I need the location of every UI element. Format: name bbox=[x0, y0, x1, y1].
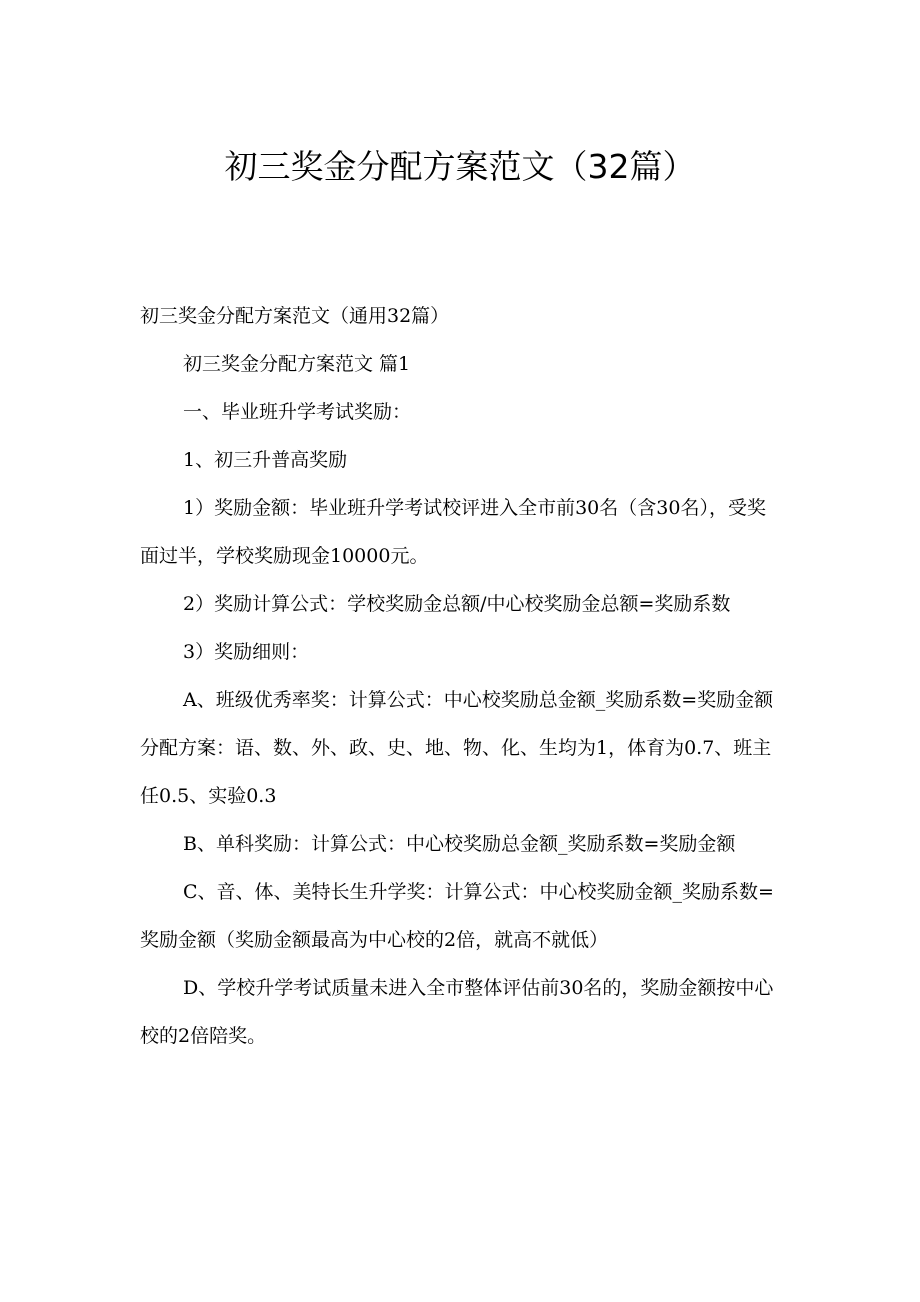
paragraph: D、学校升学考试质量未进入全市整体评估前30名的，奖励金额按中心校的2倍陪奖。 bbox=[140, 977, 774, 1047]
paragraph: 一、毕业班升学考试奖励： bbox=[183, 401, 412, 423]
paragraph: 1、初三升普高奖励 bbox=[183, 449, 348, 471]
paragraph: C、音、体、美特长生升学奖：计算公式：中心校奖励金额_奖励系数=奖励金额（奖励金额最高为中心校的2倍，就高不就低） bbox=[140, 881, 774, 951]
paragraph: 1）奖励金额：毕业班升学考试校评进入全市前30名（含30名），受奖面过半，学校奖励现金10000元。 bbox=[140, 497, 766, 567]
paragraph: 初三奖金分配方案范文（通用32篇） bbox=[140, 305, 450, 327]
paragraph: A、班级优秀率奖：计算公式：中心校奖励总金额_奖励系数=奖励金额分配方案：语、数、外、政、史、地、物、化、生均为1，体育为0.7、班主任0.5、实验0.3 bbox=[140, 689, 774, 807]
paragraph: 初三奖金分配方案范文 篇1 bbox=[183, 353, 411, 375]
paragraph: 2）奖励计算公式：学校奖励金总额/中心校奖励金总额=奖励系数 bbox=[183, 593, 731, 615]
document-body bbox=[140, 292, 780, 1060]
paragraph: 3）奖励细则： bbox=[183, 641, 310, 663]
document-title: 初三奖金分配方案范文（32篇） bbox=[224, 147, 696, 186]
paragraph: B、单科奖励：计算公式：中心校奖励总金额_奖励系数=奖励金额 bbox=[183, 833, 736, 855]
